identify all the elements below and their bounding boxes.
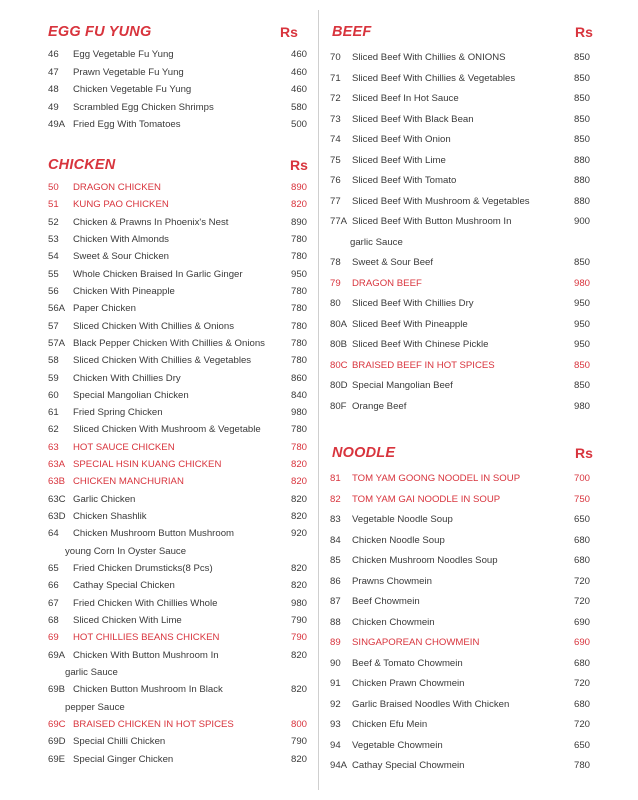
item-number: 85: [330, 555, 341, 566]
item-name: Chicken With Button Mushroom In: [73, 649, 219, 661]
item-price: 460: [290, 84, 307, 96]
item-number: 63D: [48, 511, 66, 523]
egg-menu-row: [0, 116, 318, 133]
chicken-menu-row: [0, 647, 318, 664]
item-price: 980: [573, 277, 590, 289]
item-number: 50: [48, 182, 59, 193]
item-number: 76: [330, 175, 341, 186]
chicken-menu-row: [0, 629, 318, 646]
item-price: 720: [573, 719, 590, 730]
item-name: Garlic Chicken: [73, 493, 136, 505]
noodle-menu-row: [320, 716, 638, 733]
item-name: Chicken With Chillies Dry: [73, 372, 181, 384]
item-price: 980: [290, 407, 307, 419]
noodle-menu-row: [320, 491, 638, 508]
item-name: Vegetable Noodle Soup: [352, 514, 453, 525]
item-price: 650: [573, 739, 590, 751]
chicken-menu-row: [0, 716, 318, 733]
chicken-menu-row: [0, 543, 318, 560]
item-number: 91: [330, 678, 341, 689]
chicken-menu-row: [0, 421, 318, 438]
item-price: 950: [573, 339, 590, 350]
item-name: Chicken Noodle Soup: [352, 534, 445, 546]
item-name: TOM YAM GAI NOODLE IN SOUP: [352, 493, 501, 505]
item-number: 62: [48, 424, 59, 436]
item-number: 68: [48, 615, 59, 626]
item-price: 980: [573, 400, 590, 412]
item-name: Beef & Tomato Chowmein: [352, 657, 463, 669]
chicken-menu-row: [0, 266, 318, 283]
item-price: 880: [573, 195, 590, 207]
egg-menu-row: [0, 81, 318, 98]
chicken-currency: Rs: [290, 157, 308, 173]
noodle-menu-row: [320, 675, 638, 692]
item-price: 820: [290, 753, 307, 765]
item-price: 680: [573, 555, 590, 566]
item-name: Garlic Braised Noodles With Chicken: [352, 698, 510, 710]
item-name: Prawns Chowmein: [352, 575, 432, 587]
item-name: Whole Chicken Braised In Garlic Ginger: [73, 268, 243, 280]
item-number: 65: [48, 563, 59, 575]
item-number: 69A: [48, 649, 66, 661]
noodle-menu-row: [320, 470, 638, 487]
item-number: 69E: [48, 753, 66, 765]
item-price: 790: [290, 615, 307, 626]
beef-menu-row: [320, 131, 638, 148]
item-name: garlic Sauce: [65, 666, 118, 678]
egg-menu-row: [0, 99, 318, 116]
chicken-menu-row: [0, 335, 318, 352]
item-name: Sliced Chicken With Mushroom & Vegetable: [73, 424, 261, 436]
item-price: 680: [573, 657, 590, 669]
item-number: 88: [330, 616, 341, 628]
item-price: 850: [573, 93, 590, 104]
item-name: Chicken Chowmein: [352, 616, 435, 628]
chicken-menu-row: [0, 439, 318, 456]
chicken-menu-row: [0, 751, 318, 768]
item-name: BRAISED CHICKEN IN HOT SPICES: [73, 718, 234, 730]
item-price: 780: [290, 303, 307, 315]
item-number: 60: [48, 389, 59, 401]
beef-menu-row: [320, 213, 638, 230]
beef-menu-row: [320, 275, 638, 292]
item-price: 860: [290, 372, 307, 384]
item-price: 820: [290, 511, 307, 523]
item-number: 90: [330, 657, 341, 669]
item-number: 77A: [330, 216, 348, 227]
item-price: 820: [290, 684, 307, 696]
chicken-menu-row: [0, 318, 318, 335]
item-price: 850: [573, 52, 590, 63]
egg-fu-yung-currency: Rs: [280, 24, 298, 40]
item-price: 920: [290, 528, 307, 540]
item-name: Chicken Vegetable Fu Yung: [73, 84, 192, 96]
chicken-menu-row: [0, 248, 318, 265]
chicken-menu-row: [0, 300, 318, 317]
item-number: 67: [48, 597, 59, 609]
chicken-menu-row: [0, 664, 318, 681]
item-name: Vegetable Chowmein: [352, 739, 443, 751]
item-name: DRAGON CHICKEN: [73, 182, 161, 193]
item-price: 820: [290, 563, 307, 575]
item-name: DRAGON BEEF: [352, 277, 422, 289]
item-price: 820: [290, 199, 307, 211]
item-name: Chicken Prawn Chowmein: [352, 678, 465, 689]
noodle-menu-row: [320, 552, 638, 569]
item-number: 81: [330, 473, 341, 484]
chicken-menu-row: [0, 214, 318, 231]
item-price: 950: [290, 268, 307, 280]
item-price: 850: [573, 380, 590, 391]
item-number: 53: [48, 233, 59, 245]
item-number: 49: [48, 101, 59, 113]
item-number: 75: [330, 154, 341, 166]
item-price: 780: [290, 285, 307, 297]
item-price: 850: [573, 257, 590, 268]
item-number: 80C: [330, 359, 348, 371]
item-name: Black Pepper Chicken With Chillies & Onions: [73, 337, 265, 349]
item-name: KUNG PAO CHICKEN: [73, 199, 169, 211]
item-price: 690: [573, 637, 590, 648]
item-number: 59: [48, 372, 59, 384]
item-name: Prawn Vegetable Fu Yung: [73, 66, 184, 78]
noodle-menu-row: [320, 511, 638, 528]
item-number: 56: [48, 285, 59, 297]
beef-currency: Rs: [575, 24, 593, 40]
item-number: 69B: [48, 684, 66, 696]
item-number: 77: [330, 195, 341, 207]
item-number: 63C: [48, 493, 66, 505]
item-name: Sliced Beef In Hot Sauce: [352, 93, 459, 104]
beef-menu-row: [320, 111, 638, 128]
item-name: Sweet & Sour Chicken: [73, 251, 169, 263]
beef-menu-row: [320, 49, 638, 66]
beef-menu-row: [320, 295, 638, 312]
chicken-menu-row: [0, 352, 318, 369]
item-name: Chicken Shashlik: [73, 511, 147, 523]
chicken-menu-row: [0, 681, 318, 698]
item-name: BRAISED BEEF IN HOT SPICES: [352, 359, 495, 371]
beef-menu-row: [320, 316, 638, 333]
egg-menu-row: [0, 46, 318, 63]
noodle-currency: Rs: [575, 445, 593, 461]
item-number: 87: [330, 596, 341, 607]
item-number: 74: [330, 134, 341, 145]
beef-menu-row: [320, 172, 638, 189]
item-name: Sliced Beef With Button Mushroom In: [352, 216, 512, 227]
beef-menu-row: [320, 90, 638, 107]
chicken-menu-row: [0, 733, 318, 750]
item-name: Sliced Beef With Chillies & ONIONS: [352, 52, 506, 63]
item-name: Sliced Beef With Chinese Pickle: [352, 339, 489, 350]
item-price: 950: [573, 298, 590, 309]
item-name: Special Mangolian Beef: [352, 380, 453, 391]
item-number: 79: [330, 277, 341, 289]
noodle-menu-row: [320, 532, 638, 549]
item-name: Sliced Beef With Onion: [352, 134, 451, 145]
item-number: 83: [330, 514, 341, 525]
item-number: 71: [330, 72, 341, 84]
item-price: 720: [573, 678, 590, 689]
item-price: 750: [573, 493, 590, 505]
item-price: 840: [290, 389, 307, 401]
item-name: Special Chilli Chicken: [73, 736, 166, 748]
item-price: 850: [573, 113, 590, 125]
item-name: SPECIAL HSIN KUANG CHICKEN: [73, 459, 222, 471]
noodle-menu-row: [320, 634, 638, 651]
item-number: 46: [48, 49, 59, 60]
item-name: Special Mangolian Chicken: [73, 389, 189, 401]
noodle-menu-row: [320, 757, 638, 774]
item-name: Scrambled Egg Chicken Shrimps: [73, 101, 214, 113]
item-name: Sliced Beef With Mushroom & Vegetables: [352, 195, 530, 207]
item-price: 980: [290, 597, 307, 609]
item-number: 93: [330, 719, 341, 730]
item-name: Chicken Efu Mein: [352, 719, 428, 730]
item-name: TOM YAM GOONG NOODEL IN SOUP: [352, 473, 521, 484]
item-name: Sliced Beef With Pineapple: [352, 318, 468, 330]
item-price: 780: [290, 337, 307, 349]
noodle-menu-row: [320, 696, 638, 713]
item-name: Chicken With Pineapple: [73, 285, 175, 297]
item-price: 850: [573, 134, 590, 145]
item-number: 58: [48, 355, 59, 367]
item-price: 790: [290, 632, 307, 644]
item-price: 880: [573, 175, 590, 186]
item-number: 64: [48, 528, 59, 540]
item-number: 72: [330, 93, 341, 104]
item-price: 820: [290, 580, 307, 592]
item-name: Sliced Chicken With Chillies & Vegetables: [73, 355, 252, 367]
chicken-menu-row: [0, 283, 318, 300]
item-price: 780: [290, 441, 307, 453]
item-number: 69C: [48, 718, 66, 730]
item-number: 51: [48, 199, 59, 211]
item-price: 580: [290, 101, 307, 113]
item-name: Fried Chicken Drumsticks(8 Pcs): [73, 563, 213, 575]
item-price: 850: [573, 359, 590, 371]
item-name: Chicken With Almonds: [73, 233, 169, 245]
chicken-menu-row: [0, 179, 318, 196]
item-number: 84: [330, 534, 341, 546]
noodle-menu-row: [320, 573, 638, 590]
column-divider: [318, 10, 319, 790]
item-price: 500: [290, 119, 307, 131]
item-price: 780: [290, 233, 307, 245]
item-name: young Corn In Oyster Sauce: [65, 545, 187, 557]
beef-menu-row: [320, 152, 638, 169]
noodle-menu-row: [320, 737, 638, 754]
item-price: 780: [290, 424, 307, 436]
item-price: 650: [573, 514, 590, 525]
item-number: 92: [330, 698, 341, 710]
item-price: 820: [290, 649, 307, 661]
item-name: Sliced Beef With Chillies & Vegetables: [352, 72, 516, 84]
chicken-menu-row: [0, 404, 318, 421]
chicken-menu-row: [0, 560, 318, 577]
item-name: Sliced Beef With Chillies Dry: [352, 298, 474, 309]
item-price: 880: [573, 154, 590, 166]
item-number: 80F: [330, 400, 347, 412]
chicken-heading: CHICKEN: [48, 157, 116, 173]
chicken-menu-row: [0, 456, 318, 473]
item-name: Sliced Beef With Black Bean: [352, 113, 474, 125]
item-number: 49A: [48, 119, 66, 131]
item-number: 52: [48, 216, 59, 228]
beef-heading: BEEF: [332, 24, 372, 40]
item-name: CHICKEN MANCHURIAN: [73, 476, 184, 488]
item-name: Sweet & Sour Beef: [352, 257, 434, 268]
item-name: Beef Chowmein: [352, 596, 420, 607]
item-number: 57: [48, 320, 59, 332]
item-number: 94A: [330, 760, 348, 771]
item-number: 94: [330, 739, 341, 751]
item-price: 680: [573, 534, 590, 546]
item-name: Fried Egg With Tomatoes: [73, 119, 181, 131]
item-name: Fried Chicken With Chillies Whole: [73, 597, 218, 609]
item-price: 900: [573, 216, 590, 227]
noodle-menu-row: [320, 614, 638, 631]
chicken-menu-row: [0, 370, 318, 387]
item-price: 820: [290, 493, 307, 505]
chicken-menu-row: [0, 196, 318, 213]
item-number: 80D: [330, 380, 348, 391]
chicken-menu-row: [0, 473, 318, 490]
item-number: 63A: [48, 459, 66, 471]
item-number: 80A: [330, 318, 348, 330]
item-number: 57A: [48, 337, 66, 349]
egg-fu-yung-heading: EGG FU YUNG: [48, 24, 152, 40]
item-name: Sliced Beef With Lime: [352, 154, 446, 166]
chicken-menu-row: [0, 387, 318, 404]
item-price: 820: [290, 476, 307, 488]
egg-menu-row: [0, 64, 318, 81]
noodle-menu-row: [320, 655, 638, 672]
item-number: 66: [48, 580, 59, 592]
item-price: 790: [290, 736, 307, 748]
chicken-menu-row: [0, 231, 318, 248]
item-number: 69: [48, 632, 59, 644]
item-price: 820: [290, 459, 307, 471]
item-price: 800: [290, 718, 307, 730]
item-number: 61: [48, 407, 59, 419]
item-number: 63B: [48, 476, 66, 488]
item-price: 700: [573, 473, 590, 484]
item-price: 690: [573, 616, 590, 628]
chicken-menu-row: [0, 595, 318, 612]
chicken-menu-row: [0, 612, 318, 629]
item-number: 47: [48, 66, 59, 78]
item-name: Cathay Special Chicken: [73, 580, 175, 592]
item-name: SINGAPOREAN CHOWMEIN: [352, 637, 480, 648]
beef-menu-row: [320, 357, 638, 374]
item-price: 890: [290, 182, 307, 193]
item-number: 63: [48, 441, 59, 453]
beef-menu-row: [320, 336, 638, 353]
item-name: Orange Beef: [352, 400, 407, 412]
item-number: 86: [330, 575, 341, 587]
item-name: HOT SAUCE CHICKEN: [73, 441, 175, 453]
noodle-heading: NOODLE: [332, 445, 396, 461]
beef-menu-row: [320, 193, 638, 210]
item-number: 69D: [48, 736, 66, 748]
item-name: Chicken & Prawns In Phoenix's Nest: [73, 216, 229, 228]
item-price: 950: [573, 318, 590, 330]
item-number: 73: [330, 113, 341, 125]
item-name: Special Ginger Chicken: [73, 753, 174, 765]
item-name: Sliced Chicken With Chillies & Onions: [73, 320, 235, 332]
beef-menu-row: [320, 234, 638, 251]
item-price: 720: [573, 575, 590, 587]
item-price: 720: [573, 596, 590, 607]
chicken-menu-row: [0, 525, 318, 542]
item-name: Fried Spring Chicken: [73, 407, 163, 419]
chicken-menu-row: [0, 491, 318, 508]
item-name: Paper Chicken: [73, 303, 136, 315]
item-price: 680: [573, 698, 590, 710]
item-number: 82: [330, 493, 341, 505]
beef-menu-row: [320, 70, 638, 87]
item-number: 48: [48, 84, 59, 96]
beef-menu-row: [320, 377, 638, 394]
item-price: 780: [290, 355, 307, 367]
item-name: Chicken Mushroom Button Mushroom: [73, 528, 235, 540]
item-price: 850: [573, 72, 590, 84]
item-number: 54: [48, 251, 59, 263]
item-name: Sliced Chicken With Lime: [73, 615, 182, 626]
chicken-menu-row: [0, 699, 318, 716]
item-number: 80B: [330, 339, 348, 350]
item-name: HOT CHILLIES BEANS CHICKEN: [73, 632, 220, 644]
noodle-menu-row: [320, 593, 638, 610]
item-number: 89: [330, 637, 341, 648]
item-number: 56A: [48, 303, 66, 315]
item-price: 780: [290, 320, 307, 332]
item-name: garlic Sauce: [350, 236, 403, 248]
item-number: 55: [48, 268, 59, 280]
item-name: Chicken Mushroom Noodles Soup: [352, 555, 498, 566]
item-price: 460: [290, 49, 307, 60]
item-number: 80: [330, 298, 341, 309]
item-price: 890: [290, 216, 307, 228]
beef-menu-row: [320, 254, 638, 271]
item-number: 78: [330, 257, 341, 268]
beef-menu-row: [320, 398, 638, 415]
item-name: Chicken Button Mushroom In Black: [73, 684, 223, 696]
chicken-menu-row: [0, 508, 318, 525]
chicken-menu-row: [0, 577, 318, 594]
item-number: 70: [330, 52, 341, 63]
item-price: 460: [290, 66, 307, 78]
item-name: Sliced Beef With Tomato: [352, 175, 457, 186]
item-price: 780: [290, 251, 307, 263]
item-name: Cathay Special Chowmein: [352, 760, 465, 771]
item-name: pepper Sauce: [65, 701, 125, 713]
item-price: 780: [573, 760, 590, 771]
item-name: Egg Vegetable Fu Yung: [73, 49, 174, 60]
